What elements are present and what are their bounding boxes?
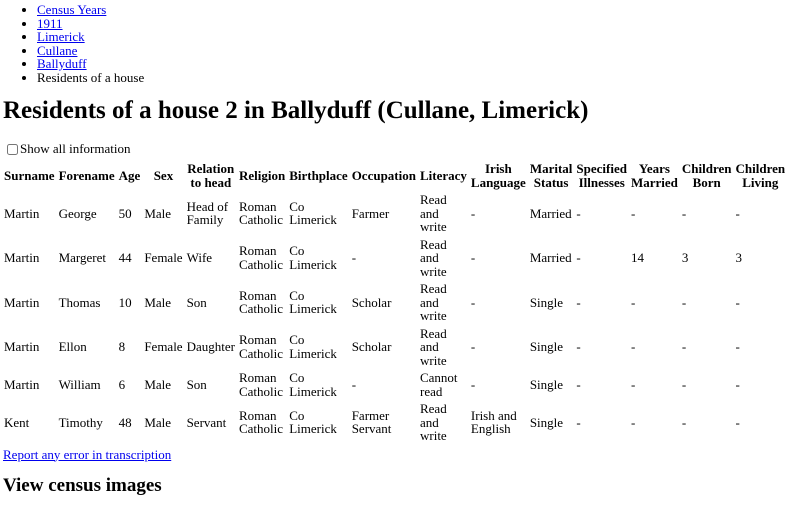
cell-occupation: Farmer Servant (351, 407, 392, 437)
col-header-children-born: Children Born (681, 161, 732, 190)
col-header-religion: Religion (238, 167, 286, 183)
cell-forename: George (58, 205, 97, 221)
col-header-occupation: Occupation (351, 167, 416, 183)
cell-forename: Margeret (58, 250, 106, 265)
cell-years-married: - (630, 376, 636, 392)
cell-age: 6 (118, 376, 126, 392)
breadcrumb-item[interactable] (37, 17, 762, 31)
cell-age: 50 (118, 205, 132, 221)
cell-marital-status: Single (529, 339, 564, 354)
col-header-age: Age (118, 167, 141, 183)
breadcrumb-item[interactable] (37, 30, 762, 44)
cell-surname: Martin (4, 376, 40, 392)
cell-children-born: - (681, 205, 687, 221)
cell-children-born: - (681, 376, 687, 392)
cell-surname: Martin (4, 205, 40, 221)
cell-children-living: - (735, 339, 740, 354)
show-all-toggle[interactable] (6, 140, 762, 158)
cell-literacy: Read and write (419, 236, 447, 279)
cell-surname: Kent (4, 414, 30, 430)
cell-relation: Wife (186, 250, 213, 265)
cell-children-living: 3 (735, 250, 742, 265)
table-row (3, 370, 786, 399)
cell-children-born: - (681, 339, 687, 354)
cell-religion: Roman Catholic (238, 243, 283, 272)
cell-religion: Roman Catholic (238, 287, 283, 317)
breadcrumb-link[interactable]: Ballyduff (37, 56, 87, 71)
cell-relation: Son (186, 294, 207, 310)
table-row (3, 192, 786, 235)
cell-marital-status: Single (529, 294, 564, 310)
cell-children-born: 3 (681, 250, 689, 265)
cell-birthplace: Co Limerick (289, 370, 337, 399)
breadcrumb-link[interactable]: Census Years (37, 2, 107, 17)
cell-illnesses: - (576, 414, 581, 430)
cell-birthplace: Co Limerick (289, 407, 337, 437)
breadcrumb-link[interactable]: Limerick (37, 29, 85, 44)
cell-surname: Martin (4, 294, 40, 310)
cell-birthplace: Co Limerick (289, 287, 337, 317)
show-all-label: Show all information (20, 141, 131, 156)
cell-illnesses: - (576, 339, 581, 354)
cell-children-living: - (735, 414, 740, 430)
residents-table (1, 159, 788, 446)
col-header-relation: Relation to head (187, 161, 235, 190)
table-row (3, 326, 786, 369)
cell-birthplace: Co Limerick (289, 332, 337, 361)
breadcrumb (0, 3, 762, 84)
cell-relation: Son (186, 376, 207, 392)
cell-literacy: Cannot read (419, 370, 458, 399)
report-error-link[interactable]: Report any error in transcription (3, 446, 172, 462)
breadcrumb-current: Residents of a house (37, 69, 145, 85)
cell-age: 8 (118, 339, 126, 354)
col-header-forename: Forename (58, 167, 115, 183)
cell-irish-language: - (470, 339, 476, 354)
cell-illnesses: - (576, 294, 581, 310)
breadcrumb-link[interactable]: 1911 (37, 15, 63, 31)
cell-illnesses: - (576, 376, 581, 392)
cell-forename: William (58, 376, 101, 392)
cell-literacy: Read and write (419, 401, 447, 443)
cell-literacy: Read and write (419, 325, 447, 368)
cell-irish-language: - (470, 250, 476, 265)
cell-sex: Male (144, 376, 172, 392)
cell-occupation: Farmer (351, 205, 390, 221)
cell-age: 10 (118, 294, 132, 310)
cell-children-born: - (681, 414, 687, 430)
col-header-sex: Sex (153, 167, 174, 183)
col-header-marital-status: Marital Status (529, 161, 573, 190)
cell-occupation: - (351, 376, 357, 392)
col-header-birthplace: Birthplace (289, 167, 348, 183)
page-title: Residents of a house 2 in Ballyduff (Cullane, Limerick) (3, 97, 589, 124)
cell-relation: Head of Family (186, 198, 229, 228)
header-row (3, 161, 786, 190)
cell-relation: Servant (186, 414, 227, 430)
table-body (3, 192, 786, 444)
cell-religion: Roman Catholic (238, 332, 283, 361)
cell-sex: Male (144, 205, 172, 221)
cell-literacy: Read and write (419, 192, 447, 234)
breadcrumb-link[interactable]: Cullane (37, 42, 78, 58)
cell-relation: Daughter (186, 339, 235, 354)
cell-years-married: - (630, 339, 636, 354)
cell-illnesses: - (576, 250, 581, 265)
cell-birthplace: Co Limerick (289, 198, 337, 228)
cell-sex: Female (144, 339, 183, 354)
cell-children-living: - (735, 376, 740, 392)
cell-marital-status: Single (529, 414, 564, 430)
cell-children-living: - (735, 205, 740, 221)
cell-age: 44 (118, 250, 132, 265)
col-header-irish-language: Irish Language (470, 161, 526, 190)
breadcrumb-item[interactable] (37, 44, 762, 58)
breadcrumb-item[interactable] (37, 57, 762, 71)
cell-marital-status: Single (529, 376, 564, 392)
census-images-heading: View census images (3, 474, 162, 496)
cell-sex: Male (144, 294, 172, 310)
cell-forename: Ellon (58, 339, 87, 354)
cell-children-living: - (735, 294, 740, 310)
cell-surname: Martin (4, 250, 40, 265)
cell-sex: Male (144, 414, 172, 430)
col-header-children-living: Children Living (735, 161, 786, 190)
cell-religion: Roman Catholic (238, 198, 283, 228)
cell-age: 48 (118, 414, 132, 430)
col-header-years-married: Years Married (630, 161, 678, 190)
table-row (3, 401, 786, 444)
cell-forename: Timothy (58, 414, 103, 430)
cell-religion: Roman Catholic (238, 370, 283, 399)
breadcrumb-item[interactable] (37, 3, 762, 17)
cell-literacy: Read and write (419, 281, 447, 323)
cell-years-married: - (630, 205, 636, 221)
cell-surname: Martin (4, 339, 40, 354)
show-all-checkbox[interactable] (7, 144, 18, 155)
cell-forename: Thomas (58, 294, 101, 310)
breadcrumb-item (37, 71, 762, 85)
col-header-literacy: Literacy (419, 167, 467, 183)
cell-irish-language: - (470, 205, 476, 221)
cell-years-married: 14 (630, 250, 644, 265)
cell-occupation: Scholar (351, 294, 392, 310)
cell-sex: Female (144, 250, 183, 265)
cell-birthplace: Co Limerick (289, 243, 337, 272)
cell-illnesses: - (576, 205, 581, 221)
col-header-illnesses: Specified Illnesses (576, 161, 627, 190)
cell-irish-language: - (470, 294, 476, 310)
cell-occupation: - (351, 250, 357, 265)
cell-irish-language: - (470, 376, 476, 392)
cell-marital-status: Married (529, 205, 572, 221)
cell-years-married: - (630, 414, 636, 430)
col-header-surname: Surname (4, 167, 55, 183)
table-row (3, 237, 786, 280)
cell-years-married: - (630, 294, 636, 310)
cell-children-born: - (681, 294, 687, 310)
cell-religion: Roman Catholic (238, 407, 283, 437)
cell-irish-language: Irish and English (470, 407, 517, 437)
cell-marital-status: Married (529, 250, 572, 265)
table-row (3, 281, 786, 324)
cell-occupation: Scholar (351, 339, 392, 354)
